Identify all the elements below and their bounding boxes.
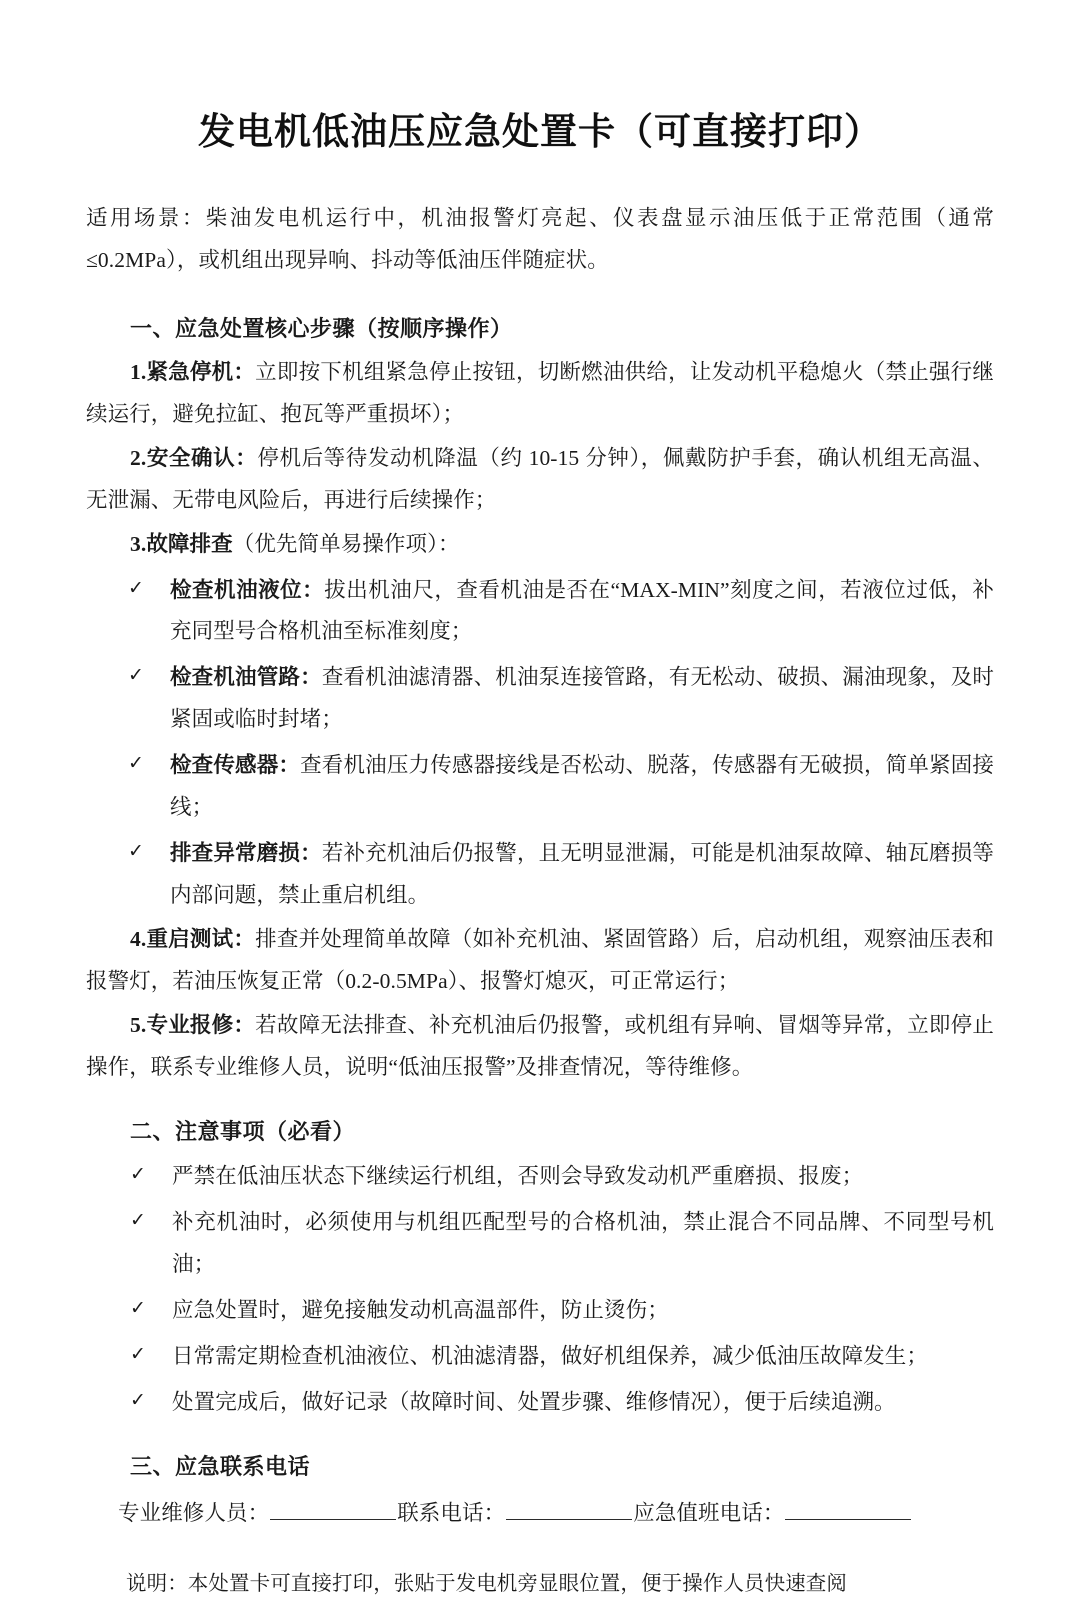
section-heading-emergency-steps: 一、应急处置核心步骤（按顺序操作） bbox=[130, 316, 513, 342]
list-item bbox=[86, 745, 994, 829]
step-item bbox=[86, 1005, 994, 1089]
precaution-text: 应急处置时，避免接触发动机高温部件，防止烫伤； bbox=[172, 1298, 669, 1323]
duty-phone-label: 应急值班电话： bbox=[633, 1500, 785, 1525]
checkmark-icon: ✓ bbox=[130, 1343, 147, 1366]
precaution-text: 日常需定期检查机油液位、机油滤清器，做好机组保养，减少低油压故障发生； bbox=[172, 1344, 929, 1369]
repairer-field[interactable] bbox=[270, 1496, 396, 1520]
section-heading-precautions: 二、注意事项（必看） bbox=[130, 1118, 356, 1144]
checkmark-icon: ✓ bbox=[128, 664, 145, 687]
checkmark-icon: ✓ bbox=[130, 1209, 147, 1232]
page-title: 发电机低油压应急处置卡（可直接打印） bbox=[198, 112, 882, 153]
duty-phone-field[interactable] bbox=[785, 1496, 911, 1520]
step-item bbox=[86, 352, 994, 436]
step-lead: 3.故障排查 bbox=[130, 531, 233, 556]
list-item bbox=[86, 570, 994, 654]
precaution-text: 补充机油时，必须使用与机组匹配型号的合格机油，禁止混合不同品牌、不同型号机油； bbox=[172, 1210, 994, 1277]
step-body: 排查并处理简单故障（如补充机油、紧固管路）后，启动机组，观察油压表和报警灯，若油压恢复正常（0.2-0.5MPa）、报警灯熄灭，可正常运行； bbox=[86, 926, 994, 993]
checkmark-icon: ✓ bbox=[130, 1163, 147, 1186]
check-lead: 检查传感器： bbox=[170, 753, 301, 778]
list-item bbox=[86, 1382, 994, 1424]
step-lead: 2.安全确认： bbox=[130, 445, 258, 470]
step-body: 停机后等待发动机降温（约 10-15 分钟），佩戴防护手套，确认机组无高温、无泄漏、无带电风险后，再进行后续操作； bbox=[86, 445, 994, 512]
repairer-label: 专业维修人员： bbox=[118, 1500, 270, 1525]
checkmark-icon: ✓ bbox=[130, 1297, 147, 1320]
checkmark-icon: ✓ bbox=[128, 576, 145, 599]
check-lead: 检查机油液位： bbox=[170, 577, 325, 602]
check-body: 查看机油压力传感器接线是否松动、脱落，传感器有无破损，简单紧固接线； bbox=[170, 753, 994, 820]
check-lead: 排查异常磨损： bbox=[170, 841, 322, 866]
step-item bbox=[86, 919, 994, 1003]
check-body: 若补充机油后仍报警，且无明显泄漏，可能是机油泵故障、轴瓦磨损等内部问题，禁止重启机组。 bbox=[170, 841, 995, 907]
phone-field[interactable] bbox=[506, 1496, 632, 1520]
step-body: 若故障无法排查、补充机油后仍报警，或机组有异响、冒烟等异常，立即停止操作，联系专业维修人员，说明“低油压报警”及排查情况，等待维修。 bbox=[86, 1012, 994, 1079]
step-lead: 5.专业报修： bbox=[130, 1012, 256, 1037]
checkmark-icon: ✓ bbox=[130, 1388, 147, 1411]
checkmark-icon: ✓ bbox=[128, 840, 145, 863]
step-item bbox=[86, 524, 994, 566]
step-body: 立即按下机组紧急停止按钮，切断燃油供给，让发动机平稳熄火（禁止强行继续运行，避免拉缸、抱瓦等严重损坏）； bbox=[86, 359, 994, 426]
step-body: （优先简单易操作项）： bbox=[232, 531, 460, 556]
troubleshooting-check-list bbox=[86, 570, 994, 917]
precaution-text: 处置完成后，做好记录（故障时间、处置步骤、维修情况），便于后续追溯。 bbox=[172, 1389, 896, 1414]
contact-fields-row bbox=[86, 1492, 994, 1535]
phone-label: 联系电话： bbox=[397, 1500, 506, 1525]
section-heading-emergency-contacts: 三、应急联系电话 bbox=[130, 1453, 311, 1479]
step-lead: 4.重启测试： bbox=[130, 926, 256, 951]
intro-paragraph: 适用场景：柴油发电机运行中，机油报警灯亮起、仪表盘显示油压低于正常范围（通常≤0.2MPa），或机组出现异响、抖动等低油压伴随症状。 bbox=[86, 206, 994, 273]
list-item bbox=[86, 1202, 994, 1286]
footnote-text: 说明：本处置卡可直接打印，张贴于发电机旁显眼位置，便于操作人员快速查阅 bbox=[126, 1572, 847, 1595]
step-item bbox=[86, 438, 994, 522]
check-body: 拔出机油尺，查看机油是否在“MAX-MIN”刻度之间，若液位过低，补充同型号合格机油至标准刻度； bbox=[170, 577, 995, 644]
precaution-text: 严禁在低油压状态下继续运行机组，否则会导致发动机严重磨损、报废； bbox=[172, 1164, 864, 1189]
list-item bbox=[86, 1156, 994, 1198]
step-lead: 1.紧急停机： bbox=[130, 359, 256, 384]
precautions-list bbox=[86, 1156, 994, 1424]
check-lead: 检查机油管路： bbox=[170, 665, 322, 690]
checkmark-icon: ✓ bbox=[128, 752, 145, 775]
list-item bbox=[86, 1336, 994, 1378]
list-item bbox=[86, 833, 994, 917]
list-item bbox=[86, 1290, 994, 1332]
check-body: 查看机油滤清器、机油泵连接管路，有无松动、破损、漏油现象，及时紧固或临时封堵； bbox=[170, 665, 995, 732]
list-item bbox=[86, 657, 994, 741]
